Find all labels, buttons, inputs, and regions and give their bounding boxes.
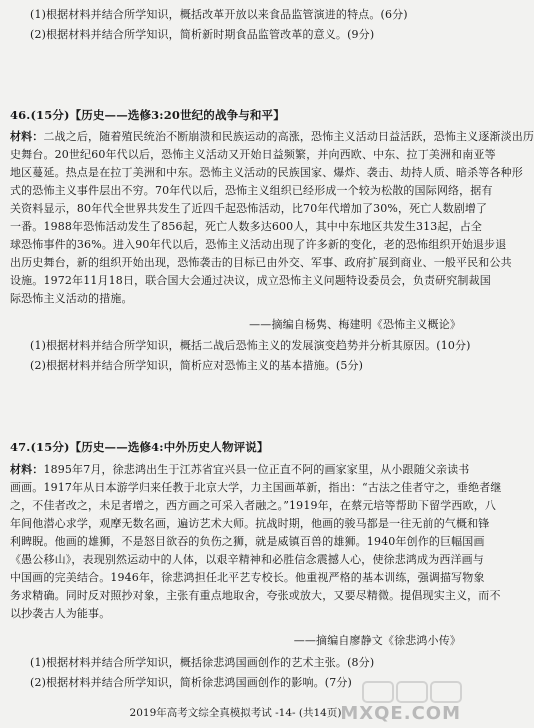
q47-material-line-5: 《愚公移山》，表现别然运动中的人体，以艰辛精神和必胜信念震撼人心，使徐悲鸿成为西洋画与 <box>10 553 484 566</box>
q47-material-line-0 <box>10 463 470 477</box>
q47-material-line-3: 年间他潜心求学，观摩无数名画，遍访艺术大师。抗战时期，他画的骏马都是一往无前的气概和锋 <box>10 517 490 530</box>
q46-material-line-1: 史舞台。20世纪60年代以后，恐怖主义活动又开始日益频繁，并向西欧、中东、拉丁美洲和南亚等 <box>10 148 496 161</box>
q46-subquestion-2: (2)根据材料并结合所学知识，简析应对恐怖主义的基本措施。(5分) <box>30 359 364 372</box>
q46-material-line-7: 出历史舞台，新的组织开始出现，恐怖袭击的目标已由外交、军事、政府扩展到商业、一般平民和公共 <box>10 256 512 269</box>
q47-material-line-8: 以抄袭古人为能事。 <box>10 607 111 620</box>
q46-material-line-9: 际恐怖主义活动的措施。 <box>10 292 133 305</box>
q47-heading: 47.(15分)【历史——选修4:中外历史人物评说】 <box>10 440 269 454</box>
q47-material-label: 材料： <box>10 463 44 476</box>
q45-subquestion-2: (2)根据材料并结合所学知识，简析新时期食品监管改革的意义。(9分) <box>30 28 375 41</box>
q46-material-line-5: 一番。1988年恐怖活动发生了856起，死亡人数多达600人，其中中东地区共发生313起，占全 <box>10 220 483 233</box>
q46-subquestion-1: (1)根据材料并结合所学知识，概括二战后恐怖主义的发展演变趋势并分析其原因。(10分) <box>30 339 471 352</box>
q47-source: ——摘编自廖静文《徐悲鸿小传》 <box>293 634 461 647</box>
q47-material-line-1: 画画。1917年从日本游学归来任教于北京大学，力主国画革新，指出：“古法之佳者守之，垂绝者继 <box>10 481 502 494</box>
watermark-text: MXQE.COM <box>340 703 461 724</box>
q46-material-line-0 <box>10 130 534 144</box>
q47-material-line-6: 中国画的完美结合。1946年，徐悲鸿担任北平艺专校长。他重视严格的基本训练，强调描写物象 <box>10 571 485 584</box>
q46-material-line-2: 地区蔓延。热点是在拉丁美洲和中东。恐怖主义活动的民族国家、爆炸、袭击、劫持人质、暗杀等各种形 <box>10 166 523 179</box>
q46-heading: 46.(15分)【历史——选修3:20世纪的战争与和平】 <box>10 108 285 122</box>
q47-subquestion-1: (1)根据材料并结合所学知识，概括徐悲鸿国画创作的艺术主张。(8分) <box>30 656 375 669</box>
q46-material-line-3: 式的恐怖主义事件层出不穷。70年代以后，恐怖主义组织已经形成一个较为松散的国际网络，据有 <box>10 184 493 197</box>
q46-material-text-0: 二战之后，随着殖民统治不断崩溃和民族运动的高涨，恐怖主义活动日益活跃，恐怖主义逐渐淡出历 <box>43 130 534 143</box>
q47-material-line-4: 利睥睨。他画的雄狮，不是怒目欲吞的负伤之狮，就是威镇百兽的雄狮。1940年创作的巨幅国画 <box>10 535 485 548</box>
q46-material-line-4: 关资料显示，80年代全世界共发生了近四千起恐怖活动，比70年代增加了30%，死亡人数剧增了 <box>10 202 488 215</box>
q45-subquestion-1: (1)根据材料并结合所学知识，概括改革开放以来食品监管演进的特点。(6分) <box>30 8 408 21</box>
page-footer: 2019年高考文综全真模拟考试 -14- (共14页) <box>129 707 342 719</box>
q47-subquestion-2: (2)根据材料并结合所学知识，简析徐悲鸿国画创作的影响。(7分) <box>30 676 352 689</box>
q47-material-line-7: 务求精确。同时反对照抄对象，主张有重点地取舍，夸张或放大，又要尽精微。提倡现实主义，而不 <box>10 589 501 602</box>
q47-material-line-2: 之，不佳者改之，未足者增之，西方画之可采入者融之。”1919年，在蔡元培等帮助下留学西欧，八 <box>10 499 497 512</box>
q46-material-label: 材料： <box>10 130 44 143</box>
q46-material-line-6: 球恐怖事件的36%。进入90年代以后，恐怖主义活动出现了许多新的变化，老的恐怖组织开始退步退 <box>10 238 507 251</box>
q46-source: ——摘编自杨隽、梅建明《恐怖主义概论》 <box>249 318 461 331</box>
q46-material-line-8: 设施。1972年11月18日，联合国大会通过决议，成立恐怖主义问题特设委员会，负责研究制裁国 <box>10 274 491 287</box>
q47-material-text-0: 1895年7月，徐悲鸿出生于江苏省宜兴县一位正直不阿的画家家里，从小跟随父亲读书 <box>43 463 470 476</box>
